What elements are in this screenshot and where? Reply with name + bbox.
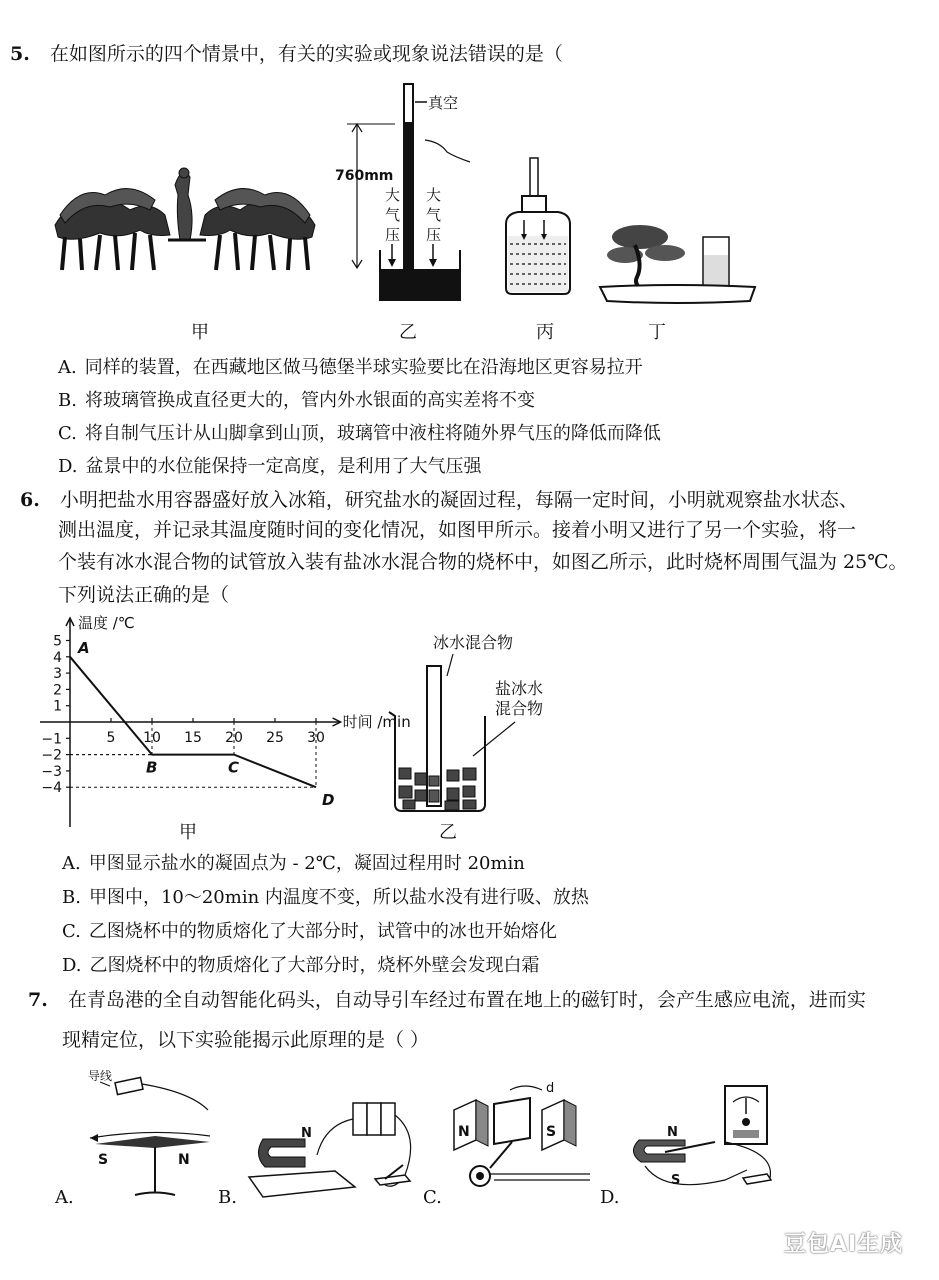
q5-figure-bing <box>500 158 580 298</box>
svg-text:气: 气 <box>426 206 442 224</box>
svg-text:气: 气 <box>385 206 401 224</box>
q6-stem-line-3: 个装有冰水混合物的试管放入装有盐冰水混合物的烧杯中，如图乙所示，此时烧杯周围气温为 25℃。 <box>58 551 908 573</box>
q6-option-d[interactable]: D. 乙图烧杯中的物质熔化了大部分时，烧杯外壁会发现白霜 <box>62 955 540 976</box>
q5-figure-ding <box>595 215 765 310</box>
q6-stem-line-1: 6. 小明把盐水用容器盛好放入冰箱，研究盐水的凝固过程，每隔一定时间，小明就观察盐水状态、 <box>20 489 858 511</box>
q7-option-c[interactable]: C. <box>423 1187 442 1208</box>
barometer-bottle <box>506 196 570 294</box>
y-axis-label: 温度 /℃ <box>78 614 135 632</box>
svg-text:N: N <box>178 1152 190 1168</box>
x-tick-label: 30 <box>307 730 325 746</box>
y-tick-label: −1 <box>41 731 62 748</box>
point-label-D: D <box>322 791 335 810</box>
q6-stem-line-4: 下列说法正确的是（ <box>58 584 230 606</box>
q5-caption-ding: 丁 <box>648 322 666 343</box>
svg-text:S: S <box>98 1152 109 1168</box>
bonsai-tree <box>607 225 685 291</box>
q5-option-a[interactable]: A. 同样的装置，在西藏地区做马德堡半球实验要比在沿海地区更容易拉开 <box>58 357 643 378</box>
q7-option-d[interactable]: D. <box>600 1187 620 1208</box>
glass-tube <box>404 84 413 279</box>
wire-label: 导线 <box>88 1069 113 1083</box>
u-magnet <box>633 1140 685 1162</box>
q7-option-b[interactable]: B. <box>218 1187 237 1208</box>
q7-figure-d <box>625 1082 785 1202</box>
q7-stem-line-1: 7. 在青岛港的全自动智能化码头，自动导引车经过布置在地上的磁钉时，会产生感应电流，进而实 <box>28 989 866 1011</box>
svg-text:大: 大 <box>426 186 442 204</box>
water-bottle <box>703 237 729 289</box>
q5-option-b[interactable]: B. 将玻璃管换成直径更大的，管内外水银面的高实差将不变 <box>58 390 535 411</box>
q6-figure-yi <box>385 628 575 818</box>
vacuum-label: 真空 <box>428 94 459 112</box>
q5-number: 5. <box>10 43 30 65</box>
svg-text:N: N <box>667 1125 678 1140</box>
q5-option-d[interactable]: D. 盆景中的水位能保持一定高度，是利用了大气压强 <box>58 456 482 477</box>
q7-stem-line-2: 现精定位，以下实验能揭示此原理的是（ ） <box>62 1029 430 1051</box>
x-tick-label: 10 <box>143 730 161 746</box>
horse-team-right <box>200 189 315 270</box>
switch-d <box>743 1174 771 1184</box>
svg-text:S: S <box>671 1173 681 1188</box>
y-tick-label: 3 <box>53 666 62 683</box>
x-tick-label: 15 <box>184 730 202 746</box>
q7-figure-a <box>60 1062 220 1207</box>
q5-caption-yi: 乙 <box>399 322 417 343</box>
svg-text:N: N <box>458 1124 470 1140</box>
horseshoe-magnet <box>258 1139 305 1167</box>
y-tick-label: −4 <box>41 780 62 797</box>
point-label-C: C <box>228 758 240 777</box>
wire-segment <box>115 1077 143 1094</box>
galvanometer <box>725 1086 767 1144</box>
base-board <box>249 1171 355 1197</box>
tube-label: 冰水混合物 <box>433 633 514 652</box>
x-tick-label: 25 <box>266 730 284 746</box>
svg-text:d: d <box>546 1081 555 1096</box>
q5-caption-jia: 甲 <box>191 322 209 343</box>
mercury-level-pointer <box>425 140 470 162</box>
q6-option-c[interactable]: C. 乙图烧杯中的物质熔化了大部分时，试管中的冰也开始熔化 <box>62 921 557 942</box>
y-tick-label: 1 <box>53 698 62 715</box>
q7-option-a[interactable]: A. <box>55 1187 74 1208</box>
horse-team-left <box>55 189 170 270</box>
pressure-label-left <box>385 186 400 244</box>
battery-pack <box>353 1103 395 1135</box>
q7-number: 7. <box>28 989 48 1011</box>
q6-option-a[interactable]: A. 甲图显示盐水的凝固点为 - 2℃，凝固过程用时 20min <box>62 853 525 874</box>
svg-text:N: N <box>301 1126 312 1141</box>
x-tick-label: 5 <box>106 730 116 746</box>
q6-stem-line-2: 测出温度，并记录其温度随时间的变化情况，如图甲所示。接着小明又进行了另一个实验，将一 <box>58 519 857 541</box>
point-label-B: B <box>146 758 158 777</box>
svg-text:压: 压 <box>426 226 442 244</box>
coil <box>494 1098 530 1144</box>
q7-figure-b <box>245 1095 425 1205</box>
svg-text:S: S <box>546 1124 557 1140</box>
q5-figure-jia <box>50 155 320 285</box>
q5-caption-bing: 丙 <box>536 322 554 343</box>
q5-stem: 在如图所示的四个情景中，有关的实验或现象说法错误的是（ <box>49 43 563 65</box>
bonsai-tray <box>600 285 755 303</box>
q6-option-b[interactable]: B. 甲图中，10～20min 内温度不变，所以盐水没有进行吸、放热 <box>62 887 589 908</box>
q5-figure-yi <box>335 82 475 307</box>
y-tick-label: 4 <box>53 649 62 666</box>
compass-needle <box>95 1136 210 1148</box>
y-tick-label: 2 <box>53 682 62 699</box>
switch <box>375 1175 410 1185</box>
x-axis-label: 时间 /min <box>342 713 411 731</box>
x-tick-label: 20 <box>225 730 243 746</box>
q6-number: 6. <box>20 489 40 511</box>
q7-figure-c <box>450 1080 600 1200</box>
q5-option-c[interactable]: C. 将自制气压计从山脚拿到山顶，玻璃管中液柱将随外界气压的降低而降低 <box>58 423 661 444</box>
svg-text:压: 压 <box>385 226 401 244</box>
q6-chart-jia <box>30 612 411 842</box>
height-label: 760mm <box>335 168 394 184</box>
watermark: 豆包AI生成 <box>784 1231 904 1257</box>
svg-text:大: 大 <box>385 186 401 204</box>
beaker-label-line-1: 盐冰水 <box>495 679 544 698</box>
hemispheres-and-man <box>168 168 206 240</box>
point-label-A: A <box>78 638 90 657</box>
q5-stem-line <box>10 42 563 66</box>
q6-chart-caption: 甲 <box>179 822 197 843</box>
pressure-label-right <box>426 186 441 244</box>
y-tick-label: −2 <box>41 747 62 764</box>
y-tick-label: −3 <box>41 763 62 780</box>
beaker-label-line-2: 混合物 <box>495 699 544 718</box>
q6-beaker-caption: 乙 <box>439 822 457 843</box>
y-tick-label: 5 <box>53 633 62 650</box>
